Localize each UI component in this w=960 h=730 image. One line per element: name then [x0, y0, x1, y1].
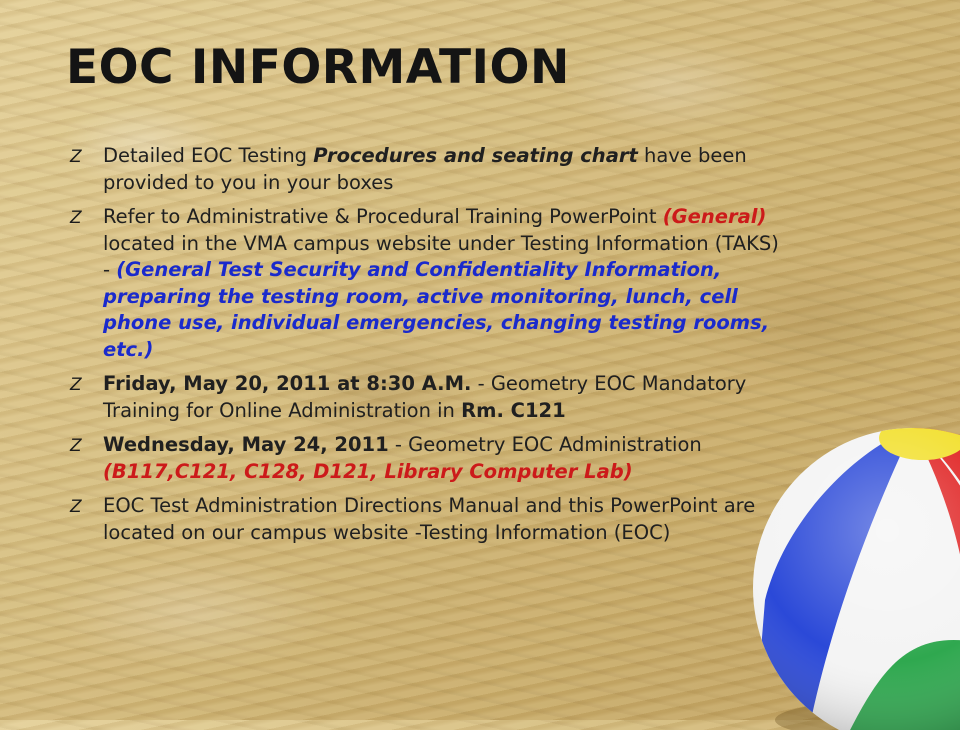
bullet-4-text: - Geometry EOC Administration: [388, 433, 702, 456]
bullet-item-5: [66, 493, 786, 546]
bullet-4-date: Wednesday, May 24, 2011: [103, 433, 389, 456]
bullet-item-3: [66, 371, 786, 424]
bullet-1-emphasis: Procedures and seating chart: [313, 144, 638, 167]
bullet-2-text: Refer to Administrative & Procedural Training PowerPoint: [103, 205, 663, 228]
bullet-item-2: [66, 204, 786, 363]
bullet-2-text-mid: located in the VMA campus website under Testing Information (TAKS) -: [103, 231, 779, 281]
bullet-item-1: [66, 143, 786, 196]
bullet-item-4: [66, 432, 786, 485]
bullet-icon: Z: [70, 375, 82, 395]
bullet-icon: Z: [70, 208, 82, 228]
bullet-icon: Z: [70, 436, 82, 456]
bullet-icon: Z: [70, 497, 82, 517]
bullet-1-text: Detailed EOC Testing: [103, 144, 314, 167]
bullet-5-text: EOC Test Administration Directions Manual and this PowerPoint are located on our campus website -Testing Information (EOC): [103, 494, 756, 544]
bullet-icon: Z: [70, 147, 82, 167]
beach-ball-image: [745, 410, 960, 730]
bullet-4-rooms: (B117,C121, C128, D121, Library Computer Lab): [103, 459, 633, 483]
bullet-2-blue-emphasis: (General Test Security and Confidentiality Information, preparing the testing room, active monitoring, lunch, cell phone use, individual emergencies, changing testing rooms, etc.): [103, 258, 770, 361]
bullet-3-room: Rm. C121: [461, 398, 566, 422]
bullet-3-date: Friday, May 20, 2011 at 8:30 A.M.: [103, 372, 472, 395]
bullet-2-red-emphasis: (General): [662, 205, 767, 228]
bullet-1-text-end: have been provided to you in your boxes: [103, 144, 747, 194]
slide-title: EOC INFORMATION: [66, 40, 570, 95]
bullet-list: [66, 143, 786, 554]
bullet-3-text: - Geometry EOC Mandatory Training for Online Administration in: [103, 372, 747, 422]
